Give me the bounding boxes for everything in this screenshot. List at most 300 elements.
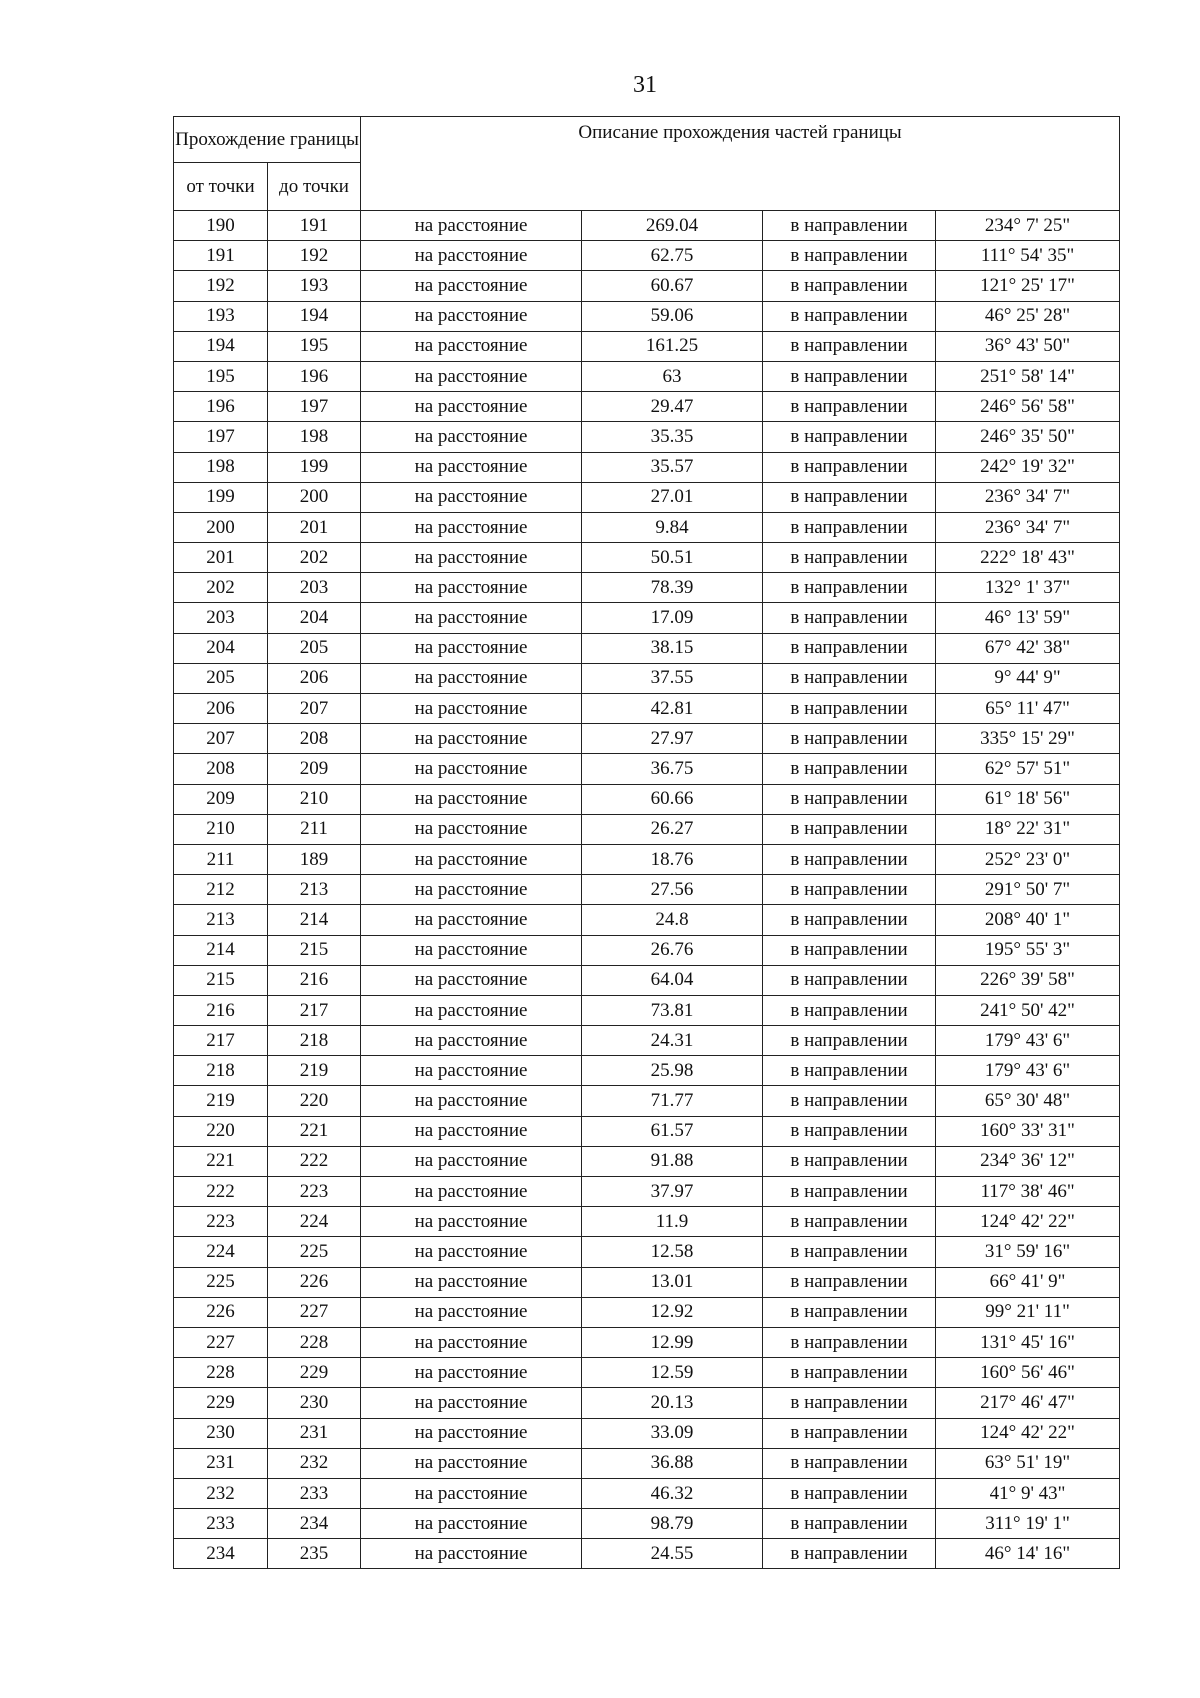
to-point-cell: 202 xyxy=(268,543,361,573)
distance-value-cell: 73.81 xyxy=(582,995,763,1025)
direction-label-cell: в направлении xyxy=(763,784,936,814)
distance-label-cell: на расстояние xyxy=(361,452,582,482)
distance-value-cell: 12.59 xyxy=(582,1358,763,1388)
table-row xyxy=(174,905,1120,935)
from-point-cell: 227 xyxy=(174,1327,268,1357)
distance-label-cell: на расстояние xyxy=(361,844,582,874)
table-row xyxy=(174,361,1120,391)
from-point-cell: 225 xyxy=(174,1267,268,1297)
from-point-cell: 234 xyxy=(174,1539,268,1569)
from-point-cell: 192 xyxy=(174,271,268,301)
direction-label-cell: в направлении xyxy=(763,663,936,693)
distance-value-cell: 27.01 xyxy=(582,482,763,512)
to-point-cell: 210 xyxy=(268,784,361,814)
from-point-cell: 198 xyxy=(174,452,268,482)
bearing-value-cell: 61° 18' 56" xyxy=(936,784,1120,814)
direction-label-cell: в направлении xyxy=(763,694,936,724)
bearing-value-cell: 124° 42' 22" xyxy=(936,1418,1120,1448)
distance-label-cell: на расстояние xyxy=(361,724,582,754)
to-point-cell: 195 xyxy=(268,331,361,361)
bearing-value-cell: 36° 43' 50" xyxy=(936,331,1120,361)
table-row xyxy=(174,1237,1120,1267)
to-point-cell: 221 xyxy=(268,1116,361,1146)
distance-value-cell: 27.97 xyxy=(582,724,763,754)
bearing-value-cell: 67° 42' 38" xyxy=(936,633,1120,663)
header-to-point: до точки xyxy=(268,163,361,211)
distance-value-cell: 60.67 xyxy=(582,271,763,301)
distance-value-cell: 25.98 xyxy=(582,1056,763,1086)
distance-value-cell: 29.47 xyxy=(582,392,763,422)
table-row xyxy=(174,1267,1120,1297)
from-point-cell: 222 xyxy=(174,1177,268,1207)
bearing-value-cell: 46° 13' 59" xyxy=(936,603,1120,633)
distance-value-cell: 64.04 xyxy=(582,965,763,995)
from-point-cell: 229 xyxy=(174,1388,268,1418)
table-row xyxy=(174,1388,1120,1418)
direction-label-cell: в направлении xyxy=(763,1539,936,1569)
bearing-value-cell: 335° 15' 29" xyxy=(936,724,1120,754)
to-point-cell: 196 xyxy=(268,361,361,391)
to-point-cell: 191 xyxy=(268,211,361,241)
table-row xyxy=(174,1026,1120,1056)
direction-label-cell: в направлении xyxy=(763,995,936,1025)
to-point-cell: 206 xyxy=(268,663,361,693)
bearing-value-cell: 132° 1' 37" xyxy=(936,573,1120,603)
distance-label-cell: на расстояние xyxy=(361,1207,582,1237)
table-row xyxy=(174,1297,1120,1327)
to-point-cell: 217 xyxy=(268,995,361,1025)
from-point-cell: 212 xyxy=(174,875,268,905)
table-row xyxy=(174,1146,1120,1176)
distance-label-cell: на расстояние xyxy=(361,301,582,331)
distance-value-cell: 20.13 xyxy=(582,1388,763,1418)
table-row xyxy=(174,784,1120,814)
distance-value-cell: 71.77 xyxy=(582,1086,763,1116)
table-row xyxy=(174,965,1120,995)
distance-value-cell: 42.81 xyxy=(582,694,763,724)
bearing-value-cell: 46° 25' 28" xyxy=(936,301,1120,331)
to-point-cell: 200 xyxy=(268,482,361,512)
direction-label-cell: в направлении xyxy=(763,573,936,603)
table-row xyxy=(174,1056,1120,1086)
direction-label-cell: в направлении xyxy=(763,241,936,271)
distance-value-cell: 13.01 xyxy=(582,1267,763,1297)
from-point-cell: 223 xyxy=(174,1207,268,1237)
distance-value-cell: 11.9 xyxy=(582,1207,763,1237)
to-point-cell: 222 xyxy=(268,1146,361,1176)
to-point-cell: 232 xyxy=(268,1448,361,1478)
distance-label-cell: на расстояние xyxy=(361,754,582,784)
distance-value-cell: 38.15 xyxy=(582,633,763,663)
to-point-cell: 228 xyxy=(268,1327,361,1357)
to-point-cell: 205 xyxy=(268,633,361,663)
from-point-cell: 216 xyxy=(174,995,268,1025)
distance-value-cell: 36.75 xyxy=(582,754,763,784)
header-description: Описание прохождения частей границы xyxy=(361,117,1120,211)
header-passage: Прохождение границы xyxy=(174,117,361,163)
to-point-cell: 219 xyxy=(268,1056,361,1086)
to-point-cell: 216 xyxy=(268,965,361,995)
bearing-value-cell: 311° 19' 1" xyxy=(936,1509,1120,1539)
table-row xyxy=(174,814,1120,844)
bearing-value-cell: 179° 43' 6" xyxy=(936,1026,1120,1056)
to-point-cell: 229 xyxy=(268,1358,361,1388)
bearing-value-cell: 246° 56' 58" xyxy=(936,392,1120,422)
bearing-value-cell: 242° 19' 32" xyxy=(936,452,1120,482)
distance-label-cell: на расстояние xyxy=(361,603,582,633)
direction-label-cell: в направлении xyxy=(763,301,936,331)
to-point-cell: 215 xyxy=(268,935,361,965)
from-point-cell: 199 xyxy=(174,482,268,512)
from-point-cell: 207 xyxy=(174,724,268,754)
from-point-cell: 220 xyxy=(174,1116,268,1146)
table-row xyxy=(174,663,1120,693)
distance-value-cell: 269.04 xyxy=(582,211,763,241)
distance-value-cell: 46.32 xyxy=(582,1478,763,1508)
bearing-value-cell: 121° 25' 17" xyxy=(936,271,1120,301)
distance-label-cell: на расстояние xyxy=(361,814,582,844)
direction-label-cell: в направлении xyxy=(763,633,936,663)
bearing-value-cell: 41° 9' 43" xyxy=(936,1478,1120,1508)
bearing-value-cell: 111° 54' 35" xyxy=(936,241,1120,271)
direction-label-cell: в направлении xyxy=(763,1327,936,1357)
to-point-cell: 208 xyxy=(268,724,361,754)
table-row xyxy=(174,543,1120,573)
direction-label-cell: в направлении xyxy=(763,361,936,391)
bearing-value-cell: 9° 44' 9" xyxy=(936,663,1120,693)
bearing-value-cell: 234° 7' 25" xyxy=(936,211,1120,241)
table-row xyxy=(174,271,1120,301)
distance-label-cell: на расстояние xyxy=(361,211,582,241)
table-body xyxy=(174,211,1120,1569)
bearing-value-cell: 160° 33' 31" xyxy=(936,1116,1120,1146)
table-row xyxy=(174,1509,1120,1539)
to-point-cell: 220 xyxy=(268,1086,361,1116)
from-point-cell: 217 xyxy=(174,1026,268,1056)
distance-label-cell: на расстояние xyxy=(361,784,582,814)
to-point-cell: 197 xyxy=(268,392,361,422)
from-point-cell: 213 xyxy=(174,905,268,935)
distance-value-cell: 37.55 xyxy=(582,663,763,693)
direction-label-cell: в направлении xyxy=(763,1267,936,1297)
table-row xyxy=(174,1116,1120,1146)
table-row xyxy=(174,1539,1120,1569)
from-point-cell: 214 xyxy=(174,935,268,965)
from-point-cell: 210 xyxy=(174,814,268,844)
distance-label-cell: на расстояние xyxy=(361,482,582,512)
to-point-cell: 213 xyxy=(268,875,361,905)
distance-label-cell: на расстояние xyxy=(361,392,582,422)
distance-label-cell: на расстояние xyxy=(361,1539,582,1569)
table-row xyxy=(174,482,1120,512)
from-point-cell: 211 xyxy=(174,844,268,874)
bearing-value-cell: 160° 56' 46" xyxy=(936,1358,1120,1388)
from-point-cell: 206 xyxy=(174,694,268,724)
bearing-value-cell: 99° 21' 11" xyxy=(936,1297,1120,1327)
direction-label-cell: в направлении xyxy=(763,754,936,784)
from-point-cell: 205 xyxy=(174,663,268,693)
distance-value-cell: 26.76 xyxy=(582,935,763,965)
table-row xyxy=(174,1327,1120,1357)
distance-label-cell: на расстояние xyxy=(361,633,582,663)
direction-label-cell: в направлении xyxy=(763,965,936,995)
distance-label-cell: на расстояние xyxy=(361,1056,582,1086)
from-point-cell: 202 xyxy=(174,573,268,603)
distance-label-cell: на расстояние xyxy=(361,875,582,905)
bearing-value-cell: 251° 58' 14" xyxy=(936,361,1120,391)
bearing-value-cell: 31° 59' 16" xyxy=(936,1237,1120,1267)
from-point-cell: 219 xyxy=(174,1086,268,1116)
header-from-point: от точки xyxy=(174,163,268,211)
from-point-cell: 190 xyxy=(174,211,268,241)
table-row xyxy=(174,211,1120,241)
from-point-cell: 233 xyxy=(174,1509,268,1539)
bearing-value-cell: 117° 38' 46" xyxy=(936,1177,1120,1207)
direction-label-cell: в направлении xyxy=(763,392,936,422)
distance-value-cell: 12.58 xyxy=(582,1237,763,1267)
to-point-cell: 207 xyxy=(268,694,361,724)
to-point-cell: 224 xyxy=(268,1207,361,1237)
bearing-value-cell: 241° 50' 42" xyxy=(936,995,1120,1025)
table-row xyxy=(174,603,1120,633)
bearing-value-cell: 18° 22' 31" xyxy=(936,814,1120,844)
to-point-cell: 194 xyxy=(268,301,361,331)
from-point-cell: 201 xyxy=(174,543,268,573)
distance-label-cell: на расстояние xyxy=(361,935,582,965)
to-point-cell: 203 xyxy=(268,573,361,603)
distance-value-cell: 35.35 xyxy=(582,422,763,452)
from-point-cell: 224 xyxy=(174,1237,268,1267)
distance-value-cell: 50.51 xyxy=(582,543,763,573)
from-point-cell: 195 xyxy=(174,361,268,391)
direction-label-cell: в направлении xyxy=(763,905,936,935)
bearing-value-cell: 179° 43' 6" xyxy=(936,1056,1120,1086)
to-point-cell: 230 xyxy=(268,1388,361,1418)
distance-label-cell: на расстояние xyxy=(361,271,582,301)
distance-value-cell: 37.97 xyxy=(582,1177,763,1207)
from-point-cell: 231 xyxy=(174,1448,268,1478)
bearing-value-cell: 131° 45' 16" xyxy=(936,1327,1120,1357)
bearing-value-cell: 66° 41' 9" xyxy=(936,1267,1120,1297)
to-point-cell: 189 xyxy=(268,844,361,874)
from-point-cell: 193 xyxy=(174,301,268,331)
from-point-cell: 230 xyxy=(174,1418,268,1448)
to-point-cell: 227 xyxy=(268,1297,361,1327)
bearing-value-cell: 65° 11' 47" xyxy=(936,694,1120,724)
distance-label-cell: на расстояние xyxy=(361,995,582,1025)
from-point-cell: 191 xyxy=(174,241,268,271)
distance-label-cell: на расстояние xyxy=(361,1146,582,1176)
distance-value-cell: 35.57 xyxy=(582,452,763,482)
distance-label-cell: на расстояние xyxy=(361,965,582,995)
bearing-value-cell: 222° 18' 43" xyxy=(936,543,1120,573)
direction-label-cell: в направлении xyxy=(763,211,936,241)
distance-value-cell: 12.99 xyxy=(582,1327,763,1357)
distance-label-cell: на расстояние xyxy=(361,1327,582,1357)
to-point-cell: 199 xyxy=(268,452,361,482)
to-point-cell: 234 xyxy=(268,1509,361,1539)
table-row xyxy=(174,1207,1120,1237)
table-row xyxy=(174,1358,1120,1388)
table-row xyxy=(174,633,1120,663)
direction-label-cell: в направлении xyxy=(763,1146,936,1176)
bearing-value-cell: 65° 30' 48" xyxy=(936,1086,1120,1116)
direction-label-cell: в направлении xyxy=(763,1478,936,1508)
distance-value-cell: 161.25 xyxy=(582,331,763,361)
direction-label-cell: в направлении xyxy=(763,814,936,844)
distance-value-cell: 78.39 xyxy=(582,573,763,603)
table-row xyxy=(174,844,1120,874)
distance-label-cell: на расстояние xyxy=(361,1418,582,1448)
direction-label-cell: в направлении xyxy=(763,482,936,512)
direction-label-cell: в направлении xyxy=(763,724,936,754)
from-point-cell: 204 xyxy=(174,633,268,663)
to-point-cell: 235 xyxy=(268,1539,361,1569)
table-row xyxy=(174,1478,1120,1508)
table-row xyxy=(174,754,1120,784)
distance-value-cell: 91.88 xyxy=(582,1146,763,1176)
distance-value-cell: 63 xyxy=(582,361,763,391)
to-point-cell: 193 xyxy=(268,271,361,301)
bearing-value-cell: 236° 34' 7" xyxy=(936,512,1120,542)
table-row xyxy=(174,331,1120,361)
distance-label-cell: на расстояние xyxy=(361,1358,582,1388)
to-point-cell: 204 xyxy=(268,603,361,633)
distance-value-cell: 36.88 xyxy=(582,1448,763,1478)
direction-label-cell: в направлении xyxy=(763,422,936,452)
direction-label-cell: в направлении xyxy=(763,935,936,965)
to-point-cell: 226 xyxy=(268,1267,361,1297)
bearing-value-cell: 124° 42' 22" xyxy=(936,1207,1120,1237)
distance-value-cell: 9.84 xyxy=(582,512,763,542)
to-point-cell: 198 xyxy=(268,422,361,452)
distance-label-cell: на расстояние xyxy=(361,331,582,361)
table-row xyxy=(174,875,1120,905)
bearing-value-cell: 195° 55' 3" xyxy=(936,935,1120,965)
direction-label-cell: в направлении xyxy=(763,1177,936,1207)
direction-label-cell: в направлении xyxy=(763,1086,936,1116)
from-point-cell: 215 xyxy=(174,965,268,995)
bearing-value-cell: 234° 36' 12" xyxy=(936,1146,1120,1176)
distance-label-cell: на расстояние xyxy=(361,422,582,452)
distance-value-cell: 61.57 xyxy=(582,1116,763,1146)
table-row xyxy=(174,1086,1120,1116)
distance-label-cell: на расстояние xyxy=(361,1267,582,1297)
table-row xyxy=(174,392,1120,422)
bearing-value-cell: 236° 34' 7" xyxy=(936,482,1120,512)
distance-label-cell: на расстояние xyxy=(361,1388,582,1418)
to-point-cell: 233 xyxy=(268,1478,361,1508)
direction-label-cell: в направлении xyxy=(763,1207,936,1237)
table-row xyxy=(174,995,1120,1025)
distance-label-cell: на расстояние xyxy=(361,1026,582,1056)
direction-label-cell: в направлении xyxy=(763,1237,936,1267)
distance-value-cell: 59.06 xyxy=(582,301,763,331)
direction-label-cell: в направлении xyxy=(763,1388,936,1418)
distance-label-cell: на расстояние xyxy=(361,1478,582,1508)
to-point-cell: 225 xyxy=(268,1237,361,1267)
from-point-cell: 209 xyxy=(174,784,268,814)
to-point-cell: 192 xyxy=(268,241,361,271)
distance-value-cell: 98.79 xyxy=(582,1509,763,1539)
bearing-value-cell: 217° 46' 47" xyxy=(936,1388,1120,1418)
distance-value-cell: 24.8 xyxy=(582,905,763,935)
from-point-cell: 203 xyxy=(174,603,268,633)
distance-label-cell: на расстояние xyxy=(361,1116,582,1146)
from-point-cell: 208 xyxy=(174,754,268,784)
bearing-value-cell: 46° 14' 16" xyxy=(936,1539,1120,1569)
distance-value-cell: 27.56 xyxy=(582,875,763,905)
distance-label-cell: на расстояние xyxy=(361,1177,582,1207)
direction-label-cell: в направлении xyxy=(763,1116,936,1146)
distance-label-cell: на расстояние xyxy=(361,1237,582,1267)
direction-label-cell: в направлении xyxy=(763,512,936,542)
bearing-value-cell: 63° 51' 19" xyxy=(936,1448,1120,1478)
table-row xyxy=(174,1448,1120,1478)
direction-label-cell: в направлении xyxy=(763,1297,936,1327)
distance-value-cell: 24.55 xyxy=(582,1539,763,1569)
distance-label-cell: на расстояние xyxy=(361,543,582,573)
from-point-cell: 197 xyxy=(174,422,268,452)
distance-label-cell: на расстояние xyxy=(361,1086,582,1116)
table-row xyxy=(174,1177,1120,1207)
distance-label-cell: на расстояние xyxy=(361,663,582,693)
distance-label-cell: на расстояние xyxy=(361,694,582,724)
distance-value-cell: 17.09 xyxy=(582,603,763,633)
distance-label-cell: на расстояние xyxy=(361,573,582,603)
bearing-value-cell: 208° 40' 1" xyxy=(936,905,1120,935)
to-point-cell: 201 xyxy=(268,512,361,542)
direction-label-cell: в направлении xyxy=(763,452,936,482)
table-row xyxy=(174,694,1120,724)
to-point-cell: 223 xyxy=(268,1177,361,1207)
to-point-cell: 218 xyxy=(268,1026,361,1056)
to-point-cell: 231 xyxy=(268,1418,361,1448)
distance-label-cell: на расстояние xyxy=(361,1509,582,1539)
table-row xyxy=(174,935,1120,965)
direction-label-cell: в направлении xyxy=(763,1026,936,1056)
table-row xyxy=(174,1418,1120,1448)
distance-label-cell: на расстояние xyxy=(361,1448,582,1478)
from-point-cell: 200 xyxy=(174,512,268,542)
distance-value-cell: 60.66 xyxy=(582,784,763,814)
distance-value-cell: 12.92 xyxy=(582,1297,763,1327)
bearing-value-cell: 291° 50' 7" xyxy=(936,875,1120,905)
from-point-cell: 196 xyxy=(174,392,268,422)
page-number: 31 xyxy=(633,72,657,98)
direction-label-cell: в направлении xyxy=(763,875,936,905)
direction-label-cell: в направлении xyxy=(763,331,936,361)
from-point-cell: 194 xyxy=(174,331,268,361)
bearing-value-cell: 252° 23' 0" xyxy=(936,844,1120,874)
distance-value-cell: 18.76 xyxy=(582,844,763,874)
table-row xyxy=(174,241,1120,271)
distance-value-cell: 24.31 xyxy=(582,1026,763,1056)
distance-label-cell: на расстояние xyxy=(361,361,582,391)
distance-label-cell: на расстояние xyxy=(361,241,582,271)
to-point-cell: 209 xyxy=(268,754,361,784)
bearing-value-cell: 246° 35' 50" xyxy=(936,422,1120,452)
boundary-table xyxy=(173,116,1120,1569)
distance-value-cell: 62.75 xyxy=(582,241,763,271)
direction-label-cell: в направлении xyxy=(763,1056,936,1086)
to-point-cell: 214 xyxy=(268,905,361,935)
distance-label-cell: на расстояние xyxy=(361,905,582,935)
direction-label-cell: в направлении xyxy=(763,1509,936,1539)
distance-label-cell: на расстояние xyxy=(361,1297,582,1327)
from-point-cell: 226 xyxy=(174,1297,268,1327)
distance-label-cell: на расстояние xyxy=(361,512,582,542)
